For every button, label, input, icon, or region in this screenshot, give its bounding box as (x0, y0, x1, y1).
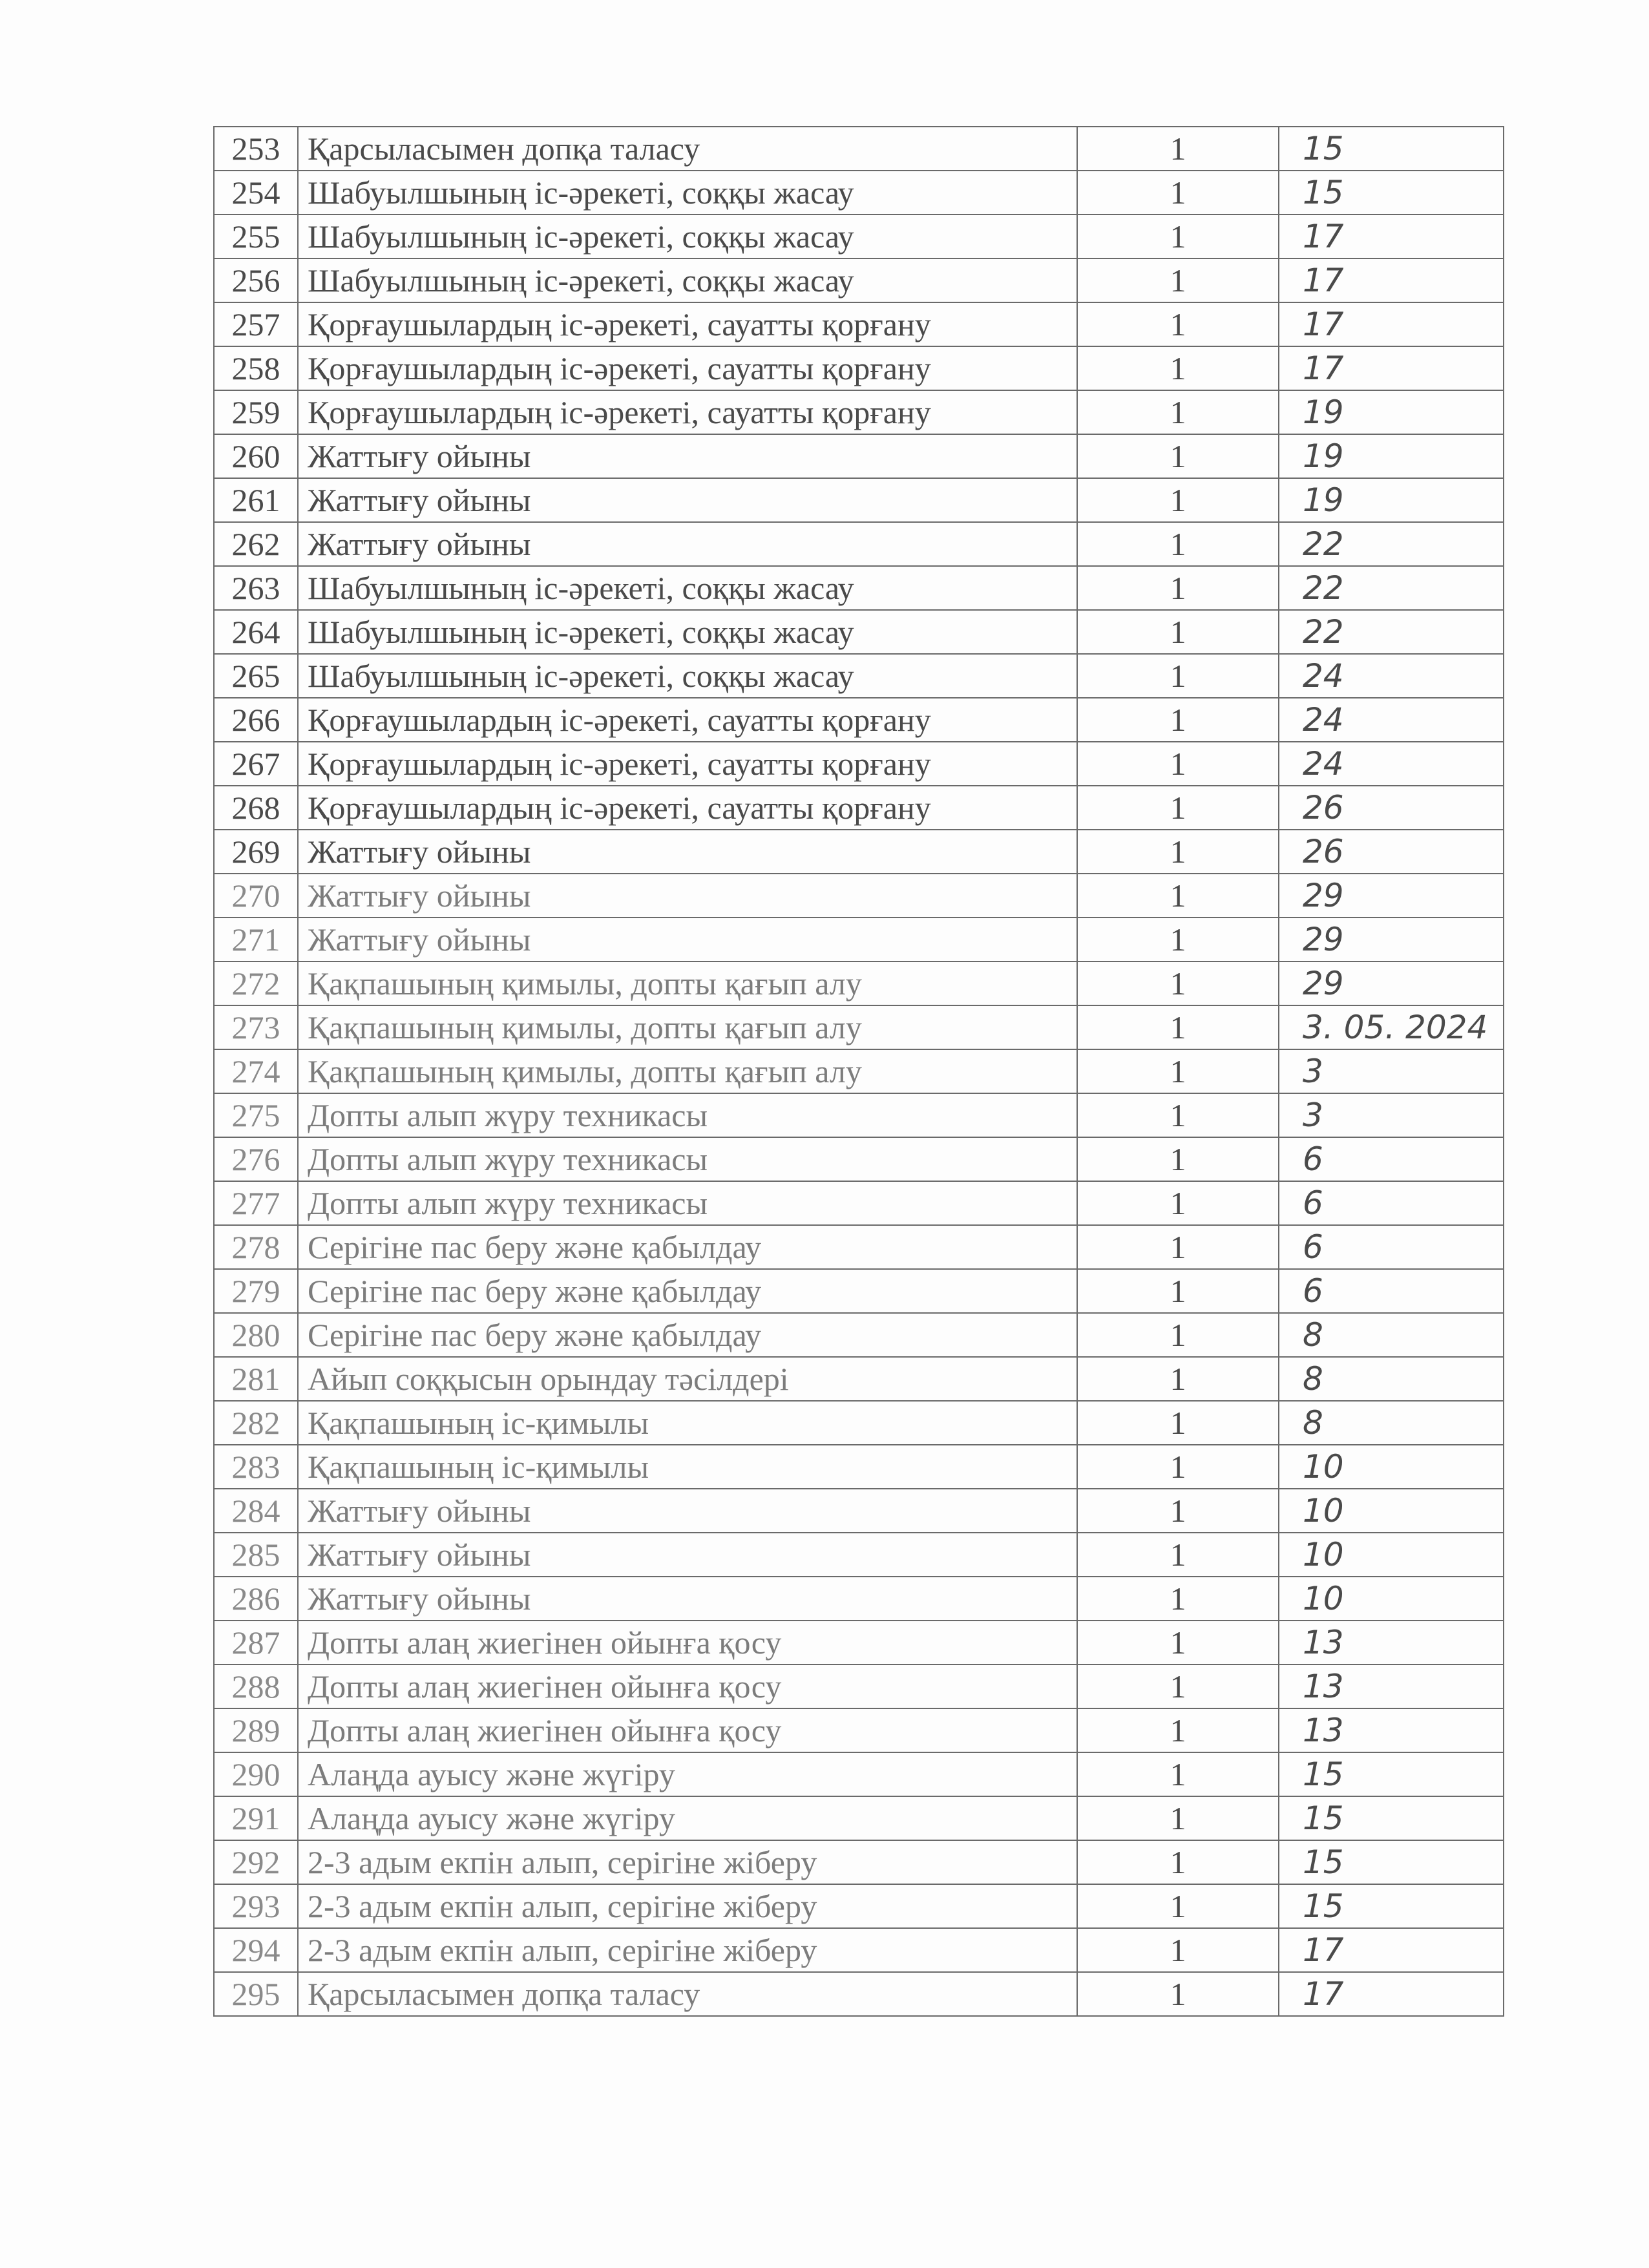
handwritten-date: 19 (1279, 390, 1504, 434)
table-row (214, 918, 1504, 961)
handwritten-date: 17 (1279, 302, 1504, 346)
hours-count: 1 (1077, 522, 1279, 566)
handwritten-date: 10 (1279, 1533, 1504, 1577)
lesson-topic: Шабуылшының іс-әрекеті, соққы жасау (298, 215, 1077, 258)
table-row (214, 478, 1504, 522)
table-row (214, 1445, 1504, 1489)
lesson-topic: Допты алып жүру техникасы (298, 1181, 1077, 1225)
table-row (214, 127, 1504, 171)
row-number: 290 (214, 1752, 298, 1796)
lesson-topic: Серігіне пас беру және қабылдау (298, 1225, 1077, 1269)
lesson-topic: Шабуылшының іс-әрекеті, соққы жасау (298, 610, 1077, 654)
lesson-topic: Қорғаушылардың іс-әрекеті, сауатты қорғану (298, 390, 1077, 434)
handwritten-date: 22 (1279, 610, 1504, 654)
table-row (214, 1884, 1504, 1928)
hours-count: 1 (1077, 654, 1279, 698)
handwritten-date: 17 (1279, 258, 1504, 302)
row-number: 293 (214, 1884, 298, 1928)
lesson-topic: Алаңда ауысу және жүгіру (298, 1796, 1077, 1840)
lesson-topic: 2-3 адым екпін алып, серігіне жіберу (298, 1928, 1077, 1972)
hours-count: 1 (1077, 698, 1279, 742)
hours-count: 1 (1077, 1928, 1279, 1972)
handwritten-date: 8 (1279, 1401, 1504, 1445)
table-row (214, 1269, 1504, 1313)
row-number: 283 (214, 1445, 298, 1489)
hours-count: 1 (1077, 127, 1279, 171)
row-number: 264 (214, 610, 298, 654)
row-number: 260 (214, 434, 298, 478)
table-row (214, 1708, 1504, 1752)
table-row (214, 830, 1504, 874)
row-number: 289 (214, 1708, 298, 1752)
handwritten-date: 17 (1279, 346, 1504, 390)
lesson-topic: Жаттығу ойыны (298, 1533, 1077, 1577)
hours-count: 1 (1077, 786, 1279, 830)
row-number: 281 (214, 1357, 298, 1401)
row-number: 291 (214, 1796, 298, 1840)
lesson-log-table (213, 126, 1504, 2017)
handwritten-date: 26 (1279, 830, 1504, 874)
hours-count: 1 (1077, 1577, 1279, 1621)
handwritten-date: 15 (1279, 1884, 1504, 1928)
row-number: 277 (214, 1181, 298, 1225)
handwritten-date: 8 (1279, 1313, 1504, 1357)
row-number: 257 (214, 302, 298, 346)
hours-count: 1 (1077, 566, 1279, 610)
table-row (214, 786, 1504, 830)
table-row (214, 171, 1504, 215)
row-number: 275 (214, 1093, 298, 1137)
handwritten-date: 15 (1279, 1840, 1504, 1884)
handwritten-date: 6 (1279, 1181, 1504, 1225)
hours-count: 1 (1077, 1708, 1279, 1752)
lesson-topic: Қақпашының қимылы, допты қағып алу (298, 1005, 1077, 1049)
lesson-topic: Қақпашының іс-қимылы (298, 1445, 1077, 1489)
row-number: 267 (214, 742, 298, 786)
lesson-topic: Жаттығу ойыны (298, 1489, 1077, 1533)
row-number: 288 (214, 1664, 298, 1708)
table-row (214, 566, 1504, 610)
handwritten-date: 19 (1279, 478, 1504, 522)
handwritten-date: 6 (1279, 1225, 1504, 1269)
table-row (214, 258, 1504, 302)
hours-count: 1 (1077, 258, 1279, 302)
row-number: 294 (214, 1928, 298, 1972)
row-number: 265 (214, 654, 298, 698)
table-row (214, 346, 1504, 390)
table-row (214, 1137, 1504, 1181)
table-row (214, 1489, 1504, 1533)
handwritten-date: 15 (1279, 1796, 1504, 1840)
row-number: 272 (214, 961, 298, 1005)
lesson-topic: Қорғаушылардың іс-әрекеті, сауатты қорғану (298, 786, 1077, 830)
lesson-topic: Қақпашының іс-қимылы (298, 1401, 1077, 1445)
table-row (214, 1401, 1504, 1445)
hours-count: 1 (1077, 1313, 1279, 1357)
table-row (214, 1005, 1504, 1049)
row-number: 269 (214, 830, 298, 874)
row-number: 258 (214, 346, 298, 390)
handwritten-date: 24 (1279, 742, 1504, 786)
hours-count: 1 (1077, 1093, 1279, 1137)
row-number: 259 (214, 390, 298, 434)
hours-count: 1 (1077, 1225, 1279, 1269)
hours-count: 1 (1077, 742, 1279, 786)
table-row (214, 1357, 1504, 1401)
table-row (214, 1313, 1504, 1357)
table-row (214, 610, 1504, 654)
lesson-topic: Допты алып жүру техникасы (298, 1137, 1077, 1181)
hours-count: 1 (1077, 1269, 1279, 1313)
row-number: 270 (214, 874, 298, 918)
lesson-topic: Жаттығу ойыны (298, 830, 1077, 874)
row-number: 271 (214, 918, 298, 961)
lesson-topic: Серігіне пас беру және қабылдау (298, 1269, 1077, 1313)
hours-count: 1 (1077, 1005, 1279, 1049)
handwritten-date: 10 (1279, 1489, 1504, 1533)
lesson-log-body (214, 127, 1504, 2016)
hours-count: 1 (1077, 1972, 1279, 2016)
handwritten-date: 6 (1279, 1137, 1504, 1181)
row-number: 273 (214, 1005, 298, 1049)
hours-count: 1 (1077, 961, 1279, 1005)
table-row (214, 434, 1504, 478)
lesson-topic: Шабуылшының іс-әрекеті, соққы жасау (298, 171, 1077, 215)
lesson-topic: Қорғаушылардың іс-әрекеті, сауатты қорғану (298, 742, 1077, 786)
row-number: 284 (214, 1489, 298, 1533)
table-row (214, 522, 1504, 566)
handwritten-date: 15 (1279, 1752, 1504, 1796)
lesson-topic: Қорғаушылардың іс-әрекеті, сауатты қорғану (298, 346, 1077, 390)
lesson-topic: 2-3 адым екпін алып, серігіне жіберу (298, 1840, 1077, 1884)
lesson-topic: Қорғаушылардың іс-әрекеті, сауатты қорғану (298, 698, 1077, 742)
handwritten-date: 22 (1279, 522, 1504, 566)
lesson-topic: Шабуылшының іс-әрекеті, соққы жасау (298, 258, 1077, 302)
hours-count: 1 (1077, 215, 1279, 258)
hours-count: 1 (1077, 1752, 1279, 1796)
table-row (214, 1928, 1504, 1972)
table-row (214, 302, 1504, 346)
row-number: 274 (214, 1049, 298, 1093)
row-number: 266 (214, 698, 298, 742)
hours-count: 1 (1077, 478, 1279, 522)
lesson-topic: Қақпашының қимылы, допты қағып алу (298, 961, 1077, 1005)
handwritten-date: 13 (1279, 1664, 1504, 1708)
lesson-topic: Жаттығу ойыны (298, 522, 1077, 566)
handwritten-date: 3. 05. 2024 (1279, 1005, 1504, 1049)
row-number: 282 (214, 1401, 298, 1445)
handwritten-date: 26 (1279, 786, 1504, 830)
handwritten-date: 13 (1279, 1708, 1504, 1752)
lesson-topic: Шабуылшының іс-әрекеті, соққы жасау (298, 566, 1077, 610)
lesson-topic: 2-3 адым екпін алып, серігіне жіберу (298, 1884, 1077, 1928)
lesson-topic: Жаттығу ойыны (298, 1577, 1077, 1621)
row-number: 268 (214, 786, 298, 830)
handwritten-date: 24 (1279, 654, 1504, 698)
hours-count: 1 (1077, 1884, 1279, 1928)
hours-count: 1 (1077, 1621, 1279, 1664)
lesson-topic: Допты алаң жиегінен ойынға қосу (298, 1621, 1077, 1664)
hours-count: 1 (1077, 1533, 1279, 1577)
handwritten-date: 15 (1279, 171, 1504, 215)
table-row (214, 1181, 1504, 1225)
table-row (214, 1796, 1504, 1840)
handwritten-date: 19 (1279, 434, 1504, 478)
handwritten-date: 10 (1279, 1445, 1504, 1489)
lesson-topic: Допты алаң жиегінен ойынға қосу (298, 1664, 1077, 1708)
handwritten-date: 29 (1279, 874, 1504, 918)
handwritten-date: 29 (1279, 918, 1504, 961)
lesson-topic: Қарсыласымен допқа таласу (298, 1972, 1077, 2016)
row-number: 254 (214, 171, 298, 215)
table-row (214, 1664, 1504, 1708)
lesson-topic: Алаңда ауысу және жүгіру (298, 1752, 1077, 1796)
lesson-topic: Серігіне пас беру және қабылдау (298, 1313, 1077, 1357)
handwritten-date: 17 (1279, 215, 1504, 258)
hours-count: 1 (1077, 918, 1279, 961)
row-number: 261 (214, 478, 298, 522)
table-row (214, 1225, 1504, 1269)
hours-count: 1 (1077, 1049, 1279, 1093)
table-row (214, 390, 1504, 434)
handwritten-date: 29 (1279, 961, 1504, 1005)
row-number: 292 (214, 1840, 298, 1884)
table-row (214, 1093, 1504, 1137)
table-row (214, 1533, 1504, 1577)
row-number: 262 (214, 522, 298, 566)
hours-count: 1 (1077, 1489, 1279, 1533)
lesson-topic: Жаттығу ойыны (298, 478, 1077, 522)
lesson-topic: Шабуылшының іс-әрекеті, соққы жасау (298, 654, 1077, 698)
table-row (214, 654, 1504, 698)
handwritten-date: 13 (1279, 1621, 1504, 1664)
row-number: 253 (214, 127, 298, 171)
table-row (214, 874, 1504, 918)
table-row (214, 698, 1504, 742)
row-number: 278 (214, 1225, 298, 1269)
hours-count: 1 (1077, 1181, 1279, 1225)
table-row (214, 1577, 1504, 1621)
row-number: 295 (214, 1972, 298, 2016)
hours-count: 1 (1077, 1796, 1279, 1840)
handwritten-date: 15 (1279, 127, 1504, 171)
handwritten-date: 6 (1279, 1269, 1504, 1313)
lesson-topic: Допты алып жүру техникасы (298, 1093, 1077, 1137)
table-row (214, 961, 1504, 1005)
lesson-topic: Жаттығу ойыны (298, 874, 1077, 918)
hours-count: 1 (1077, 874, 1279, 918)
lesson-topic: Қорғаушылардың іс-әрекеті, сауатты қорғану (298, 302, 1077, 346)
hours-count: 1 (1077, 1357, 1279, 1401)
row-number: 286 (214, 1577, 298, 1621)
lesson-topic: Жаттығу ойыны (298, 918, 1077, 961)
hours-count: 1 (1077, 1401, 1279, 1445)
table-row (214, 1621, 1504, 1664)
hours-count: 1 (1077, 1664, 1279, 1708)
table-row (214, 742, 1504, 786)
handwritten-date: 10 (1279, 1577, 1504, 1621)
row-number: 276 (214, 1137, 298, 1181)
hours-count: 1 (1077, 434, 1279, 478)
lesson-topic: Жаттығу ойыны (298, 434, 1077, 478)
lesson-topic: Қарсыласымен допқа таласу (298, 127, 1077, 171)
row-number: 280 (214, 1313, 298, 1357)
handwritten-date: 17 (1279, 1928, 1504, 1972)
lesson-topic: Допты алаң жиегінен ойынға қосу (298, 1708, 1077, 1752)
hours-count: 1 (1077, 302, 1279, 346)
row-number: 287 (214, 1621, 298, 1664)
hours-count: 1 (1077, 1445, 1279, 1489)
handwritten-date: 24 (1279, 698, 1504, 742)
hours-count: 1 (1077, 1840, 1279, 1884)
handwritten-date: 22 (1279, 566, 1504, 610)
handwritten-date: 17 (1279, 1972, 1504, 2016)
row-number: 279 (214, 1269, 298, 1313)
hours-count: 1 (1077, 346, 1279, 390)
lesson-topic: Қақпашының қимылы, допты қағып алу (298, 1049, 1077, 1093)
hours-count: 1 (1077, 1137, 1279, 1181)
hours-count: 1 (1077, 610, 1279, 654)
table-row (214, 1752, 1504, 1796)
lesson-topic: Айып соққысын орындау тәсілдері (298, 1357, 1077, 1401)
row-number: 256 (214, 258, 298, 302)
hours-count: 1 (1077, 390, 1279, 434)
handwritten-date: 8 (1279, 1357, 1504, 1401)
table-row (214, 215, 1504, 258)
row-number: 255 (214, 215, 298, 258)
table-row (214, 1049, 1504, 1093)
handwritten-date: 3 (1279, 1049, 1504, 1093)
row-number: 263 (214, 566, 298, 610)
table-row (214, 1840, 1504, 1884)
hours-count: 1 (1077, 171, 1279, 215)
handwritten-date: 3 (1279, 1093, 1504, 1137)
table-row (214, 1972, 1504, 2016)
hours-count: 1 (1077, 830, 1279, 874)
row-number: 285 (214, 1533, 298, 1577)
